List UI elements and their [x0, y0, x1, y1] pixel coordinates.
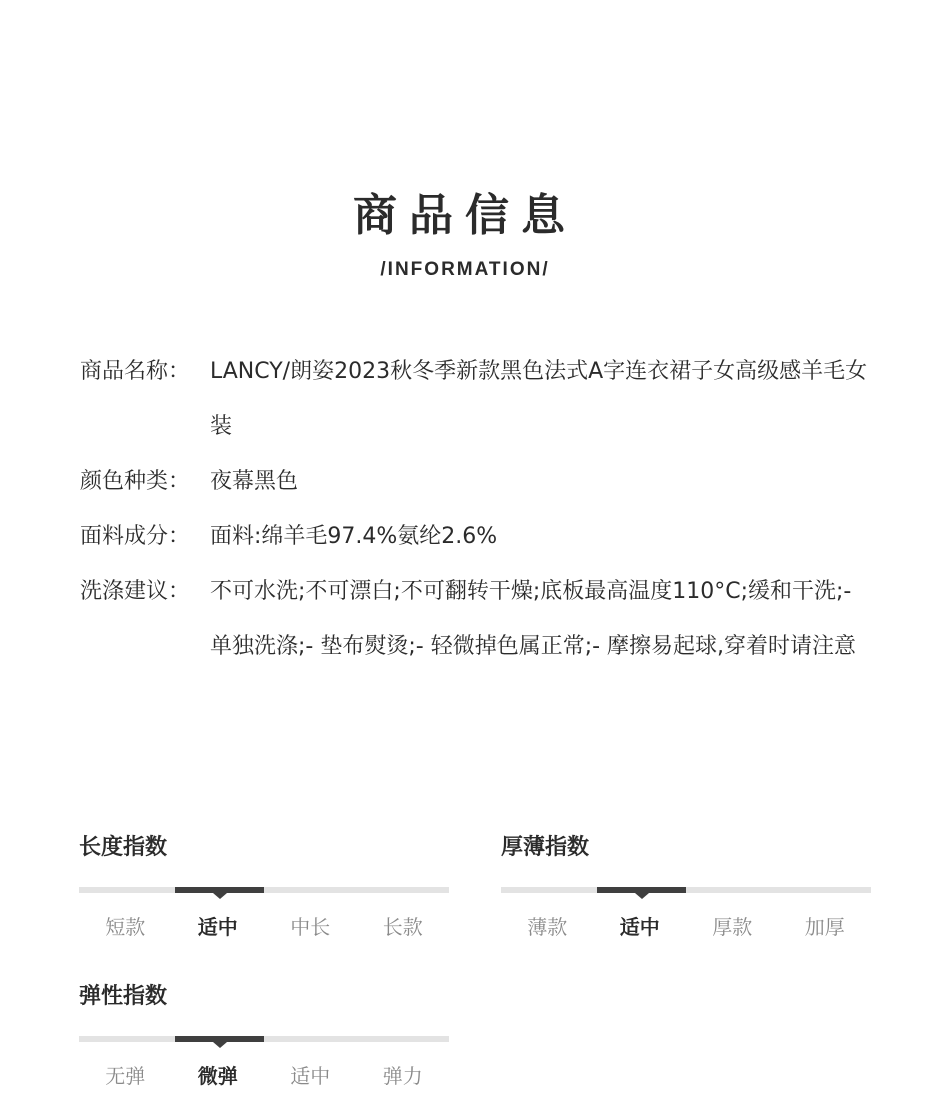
thickness-index-title: 厚薄指数 — [501, 835, 590, 860]
info-label: 面料成分： — [80, 524, 191, 549]
length-option: 长款 — [382, 915, 423, 939]
thickness-option: 厚款 — [712, 915, 753, 939]
info-row-color — [80, 454, 880, 509]
info-value: 不可水洗;不可漂白;不可翻转干燥;底板最高温度110°C;缓和干洗;- 单独洗涤;- 垫布熨烫;- 轻微掉色属正常;- 摩擦易起球,穿着时请注意 — [210, 579, 857, 659]
elasticity-option: 微弹 — [197, 1064, 238, 1088]
elasticity-index-title: 弹性指数 — [79, 984, 168, 1009]
elasticity-option: 无弹 — [105, 1064, 146, 1088]
info-label: 商品名称： — [80, 359, 191, 384]
length-index-title: 长度指数 — [79, 835, 168, 860]
product-info-list — [80, 344, 880, 674]
info-label: 颜色种类： — [80, 469, 191, 494]
thickness-index — [501, 833, 871, 941]
elasticity-option: 弹力 — [382, 1064, 423, 1088]
page-title: 商品信息 — [353, 190, 577, 241]
info-row-wash — [80, 564, 880, 674]
length-option: 短款 — [105, 915, 146, 939]
page-subtitle: /INFORMATION/ — [380, 259, 550, 280]
info-value: 面料:绵羊毛97.4%氨纶2.6% — [210, 524, 498, 549]
info-value: 夜幕黑色 — [210, 469, 299, 494]
thickness-option: 薄款 — [527, 915, 568, 939]
elasticity-option: 适中 — [290, 1064, 331, 1088]
info-label: 洗涤建议： — [80, 579, 191, 604]
thickness-option: 适中 — [619, 915, 660, 939]
info-row-fabric — [80, 509, 880, 564]
thickness-option: 加厚 — [804, 915, 845, 939]
info-value: LANCY/朗姿2023秋冬季新款黑色法式A字连衣裙子女高级感羊毛女装 — [210, 359, 868, 439]
length-option: 中长 — [290, 915, 331, 939]
thickness-index-track — [501, 887, 871, 893]
elasticity-index-pointer-icon — [213, 1042, 227, 1048]
thickness-index-options — [501, 913, 871, 941]
length-index-pointer-icon — [213, 893, 227, 899]
elasticity-index-options — [79, 1062, 449, 1090]
length-index — [79, 833, 449, 941]
thickness-index-pointer-icon — [635, 893, 649, 899]
elasticity-index-track — [79, 1036, 449, 1042]
length-index-track — [79, 887, 449, 893]
length-index-options — [79, 913, 449, 941]
elasticity-index — [79, 982, 449, 1090]
length-option: 适中 — [197, 915, 238, 939]
info-row-product-name — [80, 344, 880, 454]
